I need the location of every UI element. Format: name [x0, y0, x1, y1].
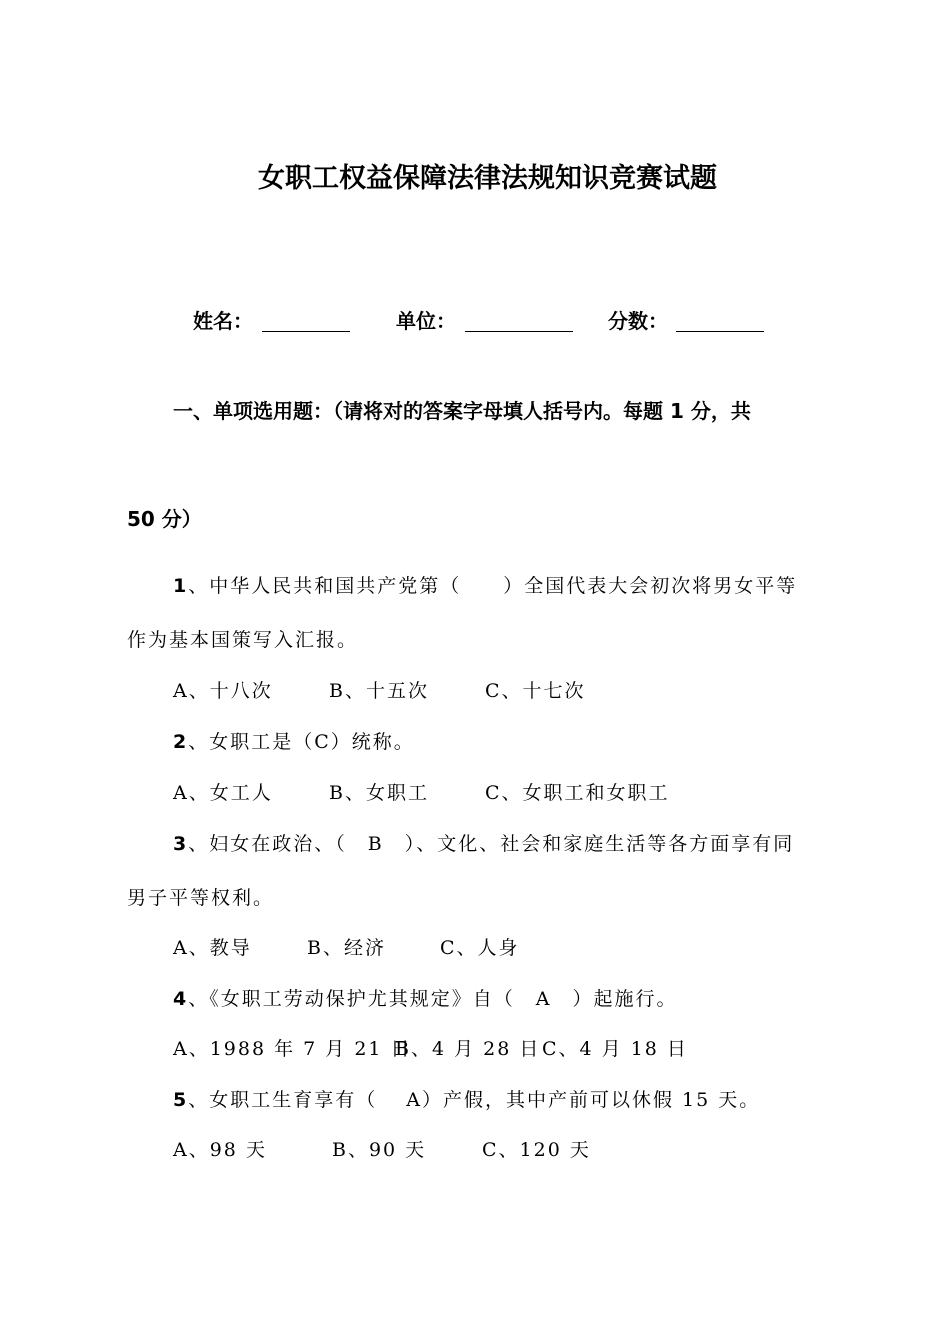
exam-title: 女职工权益保障法律法规知识竞赛试题 — [258, 163, 717, 194]
option-c[interactable]: C、120 天 — [482, 1139, 591, 1161]
question-3-cont: 男子平等权利。 — [127, 887, 275, 909]
option-a[interactable]: A、十八次 — [173, 680, 273, 702]
option-c[interactable]: C、人身 — [440, 937, 520, 959]
option-b[interactable]: B、90 天 — [332, 1139, 427, 1161]
unit-label: 单位： — [396, 309, 456, 333]
question-text: 、《女职工劳动保护尤其规定》自（ A ）起施行。 — [188, 988, 678, 1010]
question-text: 、中华人民共和国共产党第（ ）全国代表大会初次将男女平等 — [188, 575, 798, 597]
option-b[interactable]: B、经济 — [307, 937, 386, 959]
question-number: 1 — [173, 575, 189, 597]
section-heading-cont: 50 分） — [127, 507, 202, 531]
question-3 — [173, 829, 794, 856]
question-1-cont: 作为基本国策写入汇报。 — [127, 629, 359, 651]
question-4 — [173, 984, 677, 1011]
question-text: 、女职工生育享有（ A）产假，其中产前可以休假 15 天。 — [188, 1089, 761, 1111]
option-c[interactable]: C、4 月 18 日 — [542, 1038, 688, 1060]
option-c[interactable]: C、十七次 — [485, 680, 586, 702]
question-number: 4 — [173, 988, 189, 1010]
option-b[interactable]: B、十五次 — [329, 680, 429, 702]
question-1 — [173, 571, 797, 598]
question-2 — [173, 727, 415, 754]
question-number: 5 — [173, 1089, 189, 1111]
option-a[interactable]: A、教导 — [173, 937, 252, 959]
name-blank[interactable] — [262, 331, 350, 332]
section-heading: 一、单项选用题：（请将对的答案字母填人括号内。每题 1 分，共 — [173, 399, 751, 423]
unit-blank[interactable] — [465, 331, 573, 332]
name-label: 姓名： — [193, 309, 253, 333]
option-a[interactable]: A、1988 年 7 月 21 日 — [173, 1038, 412, 1060]
option-a[interactable]: A、女工人 — [173, 782, 273, 804]
question-5 — [173, 1085, 760, 1112]
score-label: 分数： — [608, 309, 668, 333]
option-c[interactable]: C、女职工和女职工 — [485, 782, 670, 804]
score-blank[interactable] — [676, 331, 764, 332]
option-b[interactable]: B、女职工 — [329, 782, 429, 804]
question-number: 3 — [173, 833, 189, 855]
question-text: 、女职工是（C）统称。 — [188, 731, 415, 753]
question-text: 、妇女在政治、（ B ）、文化、社会和家庭生活等各方面享有同 — [188, 833, 795, 855]
question-number: 2 — [173, 731, 189, 753]
option-b[interactable]: B、4 月 28 日 — [395, 1038, 541, 1060]
option-a[interactable]: A、98 天 — [173, 1139, 267, 1161]
